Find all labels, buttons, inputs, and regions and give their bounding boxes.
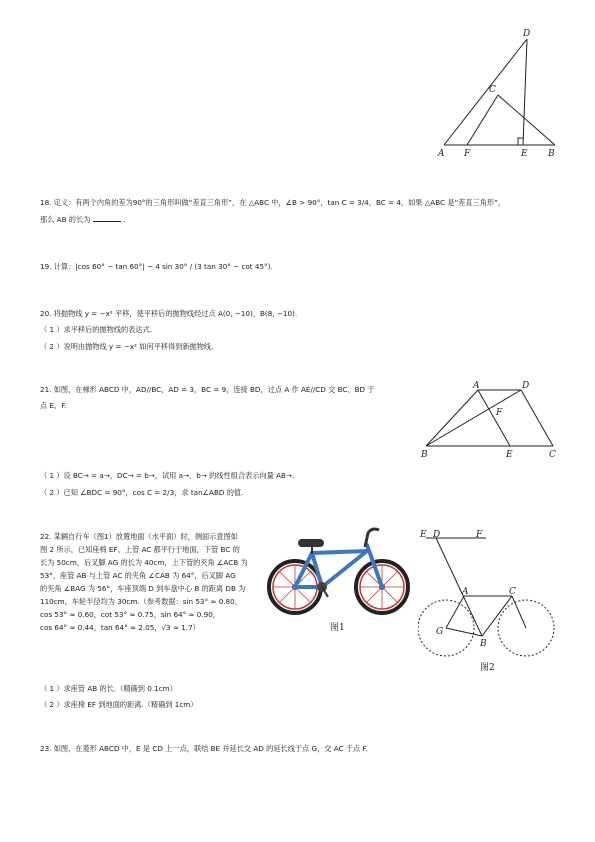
bicycle-schematic [418,528,568,658]
q20-line2: （ 1 ）求平移后的抛物线的表达式. [40,325,153,334]
q18-line2 [40,215,125,225]
figure-top-triangle [430,25,570,160]
fig1-caption: 图1 [330,623,345,633]
label-E: E [521,149,528,159]
q22-sub2: （ 2 ）求座椅 EF 到地面的距离.（精确到 1cm） [40,700,198,709]
label-G: G [436,627,444,637]
label-D: D [522,381,530,391]
label-C: C [549,450,556,460]
label-D: D [523,29,531,39]
q22-line-3: 长为 50cm，后叉脚 AG 的长为 40cm，上下管的夹角 ∠ACB 为 [40,558,248,567]
q22-body [40,532,248,633]
q20-line3: （ 2 ）说明由抛物线 y = −x² 如何平移得到新抛物线. [40,342,214,351]
label-E: E [420,530,427,540]
label-F: F [496,408,503,418]
q22-sub1: （ 1 ）求座管 AB 的长.（精确到 0.1cm） [40,684,177,693]
q20-line1: 20. 将抛物线 y = −x² 平移，使平移后的抛物线经过点 A(0, −10)，B(8, −10). [40,309,298,318]
seat [298,539,324,547]
bicycle-illustration [262,525,412,620]
q21-line4: （ 2 ）已知 ∠BDC = 90°，cos C = 2/3，求 tan∠ABD 的值. [40,488,244,497]
handlebar [365,529,379,547]
q22-line-8: cos 64° ≈ 0.44，tan 64° ≈ 2.05，√3 ≈ 1.7） [40,623,200,632]
label-A: A [473,381,480,391]
label-B: B [480,639,487,649]
q18-line2-text: 那么 AB 的长为 [40,215,91,224]
q22-line-7: cos 53° ≈ 0.60，cot 53° ≈ 0.75，sin 64° ≈ 0.90， [40,610,220,619]
q23-text: 23. 如图，在菱形 ABCD 中，E 是 CD 上一点，联结 BE 并延长交 AD 的延长线于点 G，交 AC 于点 F. [40,744,368,753]
answer-blank [93,215,121,222]
q21-line2: 点 E、F. [40,401,67,410]
label-D: D [433,530,441,540]
label-F: F [476,530,483,540]
q21-line3: （ 1 ）设 BC→ = a→，DC→ = b→，试用 a→、b→ 的线性组合表示向量 AB→. [40,471,295,480]
label-F: F [464,149,471,159]
q18-line2-end: . [122,215,126,224]
label-B: B [548,149,555,159]
figure-trapezoid [418,380,568,462]
label-C: C [489,85,496,95]
q22-line-6: 110cm，车轮半径均为 30cm.（参考数据：sin 53° ≈ 0.80， [40,597,242,606]
q18-line1: 18. 定义：有两个内角的差为90°的三角形叫做“差直三角形”，在 △ABC 中，∠B > 90°，tan C = 3/4，BC = 4，如果 △ABC 是“差直三角形”， [40,198,506,207]
label-B: B [421,450,428,460]
label-A: A [438,149,445,159]
label-E: E [506,450,513,460]
q22-line-2: 图 2 所示，已知座椅 EF、上管 AC 都平行于地面，下管 BC 的 [40,545,240,554]
q21-line1: 21. 如图，在梯形 ABCD 中，AD//BC，AD = 3，BC = 9，连接 BD，过点 A 作 AE//CD 交 BC、BD 于 [40,385,375,394]
label-C: C [509,587,516,597]
q19-text: 19. 计算：|cos 60° − tan 60°| − 4 sin 30° / (3 tan 30° − cot 45°). [40,262,273,271]
fig2-caption: 图2 [480,663,495,673]
q22-line-4: 53°，座管 AB 与上管 AC 的夹角 ∠CAB 为 64°，后叉脚 AG [40,571,236,580]
q22-line-5: 的夹角 ∠BAG 为 56°，车座顶端 D 到车盘中心 B 的距离 DB 为 [40,584,246,593]
q22-line-1: 22. 某辆自行车（图1）放置地面（水平面）时，侧面示意图如 [40,532,238,541]
label-A: A [462,587,469,597]
